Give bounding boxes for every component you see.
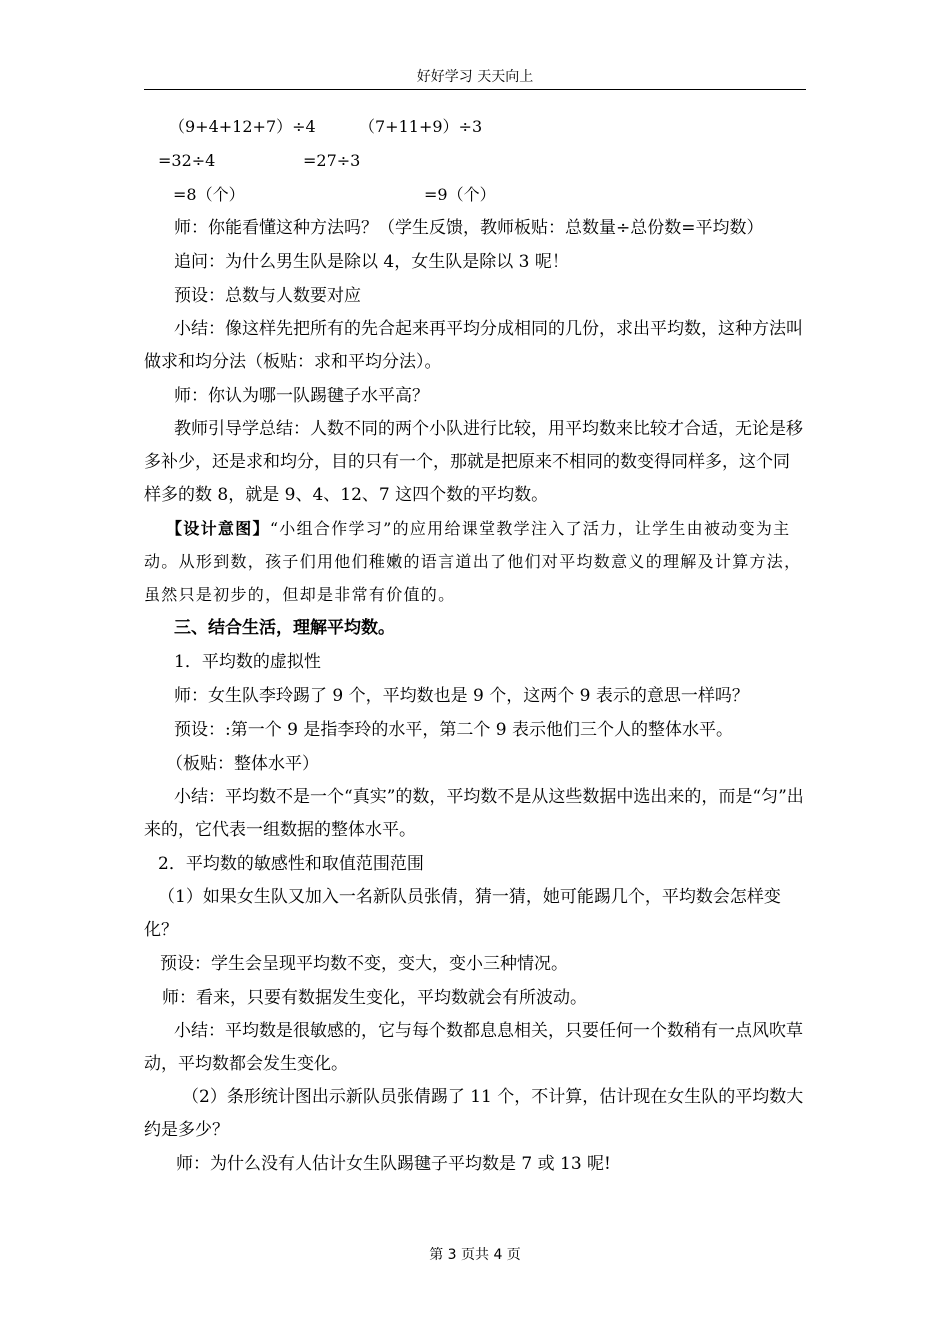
calc-row-1 [144,110,806,144]
paragraph: 小结：平均数是很敏感的，它与每个数都息息相关，只要任何一个数稍有一点风吹草动，平均数都会发生变化。 [144,1021,803,1074]
paragraph: 追问：为什么男生队是除以 4，女生队是除以 3 呢！ [174,252,569,272]
calc-girls-step-2: =27÷3 [303,151,361,170]
paragraph: 小结：平均数不是一个“真实”的数，平均数不是从这些数据中选出来的，而是“匀”出来的，它代表一组数据的整体水平。 [144,787,804,840]
calc-boys-step-2: =32÷4 [158,151,216,170]
paragraph: 教师引导学总结：人数不同的两个小队进行比较，用平均数来比较才合适，无论是移多补少，还是求和均分，目的只有一个，那就是把原来不相同的数变得同样多，这个同样多的数 8，就是 9、4、12、7 这四个数的平均数。 [144,419,803,505]
paragraph: （1）如果女生队又加入一名新队员张倩，猜一猜，她可能踢几个，平均数会怎样变化？ [144,887,781,940]
section-title: 三、结合生活，理解平均数。 [174,618,395,638]
paragraph: 师：为什么没有人估计女生队踢毽子平均数是 7 或 13 呢! [176,1154,611,1174]
paragraph: 师：看来，只要有数据发生变化，平均数就会有所波动。 [162,988,587,1008]
calc-boys-step-1: （9+4+12+7）÷4 [169,117,316,136]
paragraph: （板贴：整体水平） [166,754,319,774]
design-intent [144,512,806,611]
paragraph: 师：你能看懂这种方法吗？（学生反馈，教师板贴：总数量÷总份数=平均数） [174,218,764,238]
page-header: 好好学习 天天向上 [416,69,534,85]
document-body [144,110,806,1181]
paragraph: 师：女生队李玲踢了 9 个，平均数也是 9 个，这两个 9 表示的意思一样吗？ [174,686,749,706]
calc-row-2 [144,144,806,178]
paragraph: 预设：总数与人数要对应 [174,286,361,306]
paragraph: 预设：:第一个 9 是指李玲的水平，第二个 9 表示他们三个人的整体水平。 [174,720,733,740]
subsection-title: 2．平均数的敏感性和取值范围范围 [158,854,424,874]
subsection-title: 1．平均数的虚拟性 [174,652,321,672]
header-rule [144,89,806,90]
paragraph: 小结：像这样先把所有的先合起来再平均分成相同的几份，求出平均数，这种方法叫做求和均分法（板贴：求和平均分法）。 [144,319,803,372]
design-intent-text: “小组合作学习”的应用给课堂教学注入了活力，让学生由被动变为主动。从形到数，孩子们用他们稚嫩的语言道出了他们对平均数意义的理解及计算方法，虽然只是初步的，但却是非常有价值的。 [144,519,802,604]
page-number: 第 3 页共 4 页 [429,1247,521,1263]
paragraph: 预设：学生会呈现平均数不变，变大，变小三种情况。 [160,954,568,974]
paragraph: 师：你认为哪一队踢毽子水平高？ [174,386,429,406]
calc-girls-step-1: （7+11+9）÷3 [359,117,483,136]
calc-girls-result: =9（个） [424,185,496,204]
paragraph: （2）条形统计图出示新队员张倩踢了 11 个，不计算，估计现在女生队的平均数大约是多少？ [144,1087,804,1140]
design-intent-label: 【设计意图】 [166,519,270,538]
calc-row-3 [144,178,806,212]
calc-boys-result: =8（个） [173,185,245,204]
